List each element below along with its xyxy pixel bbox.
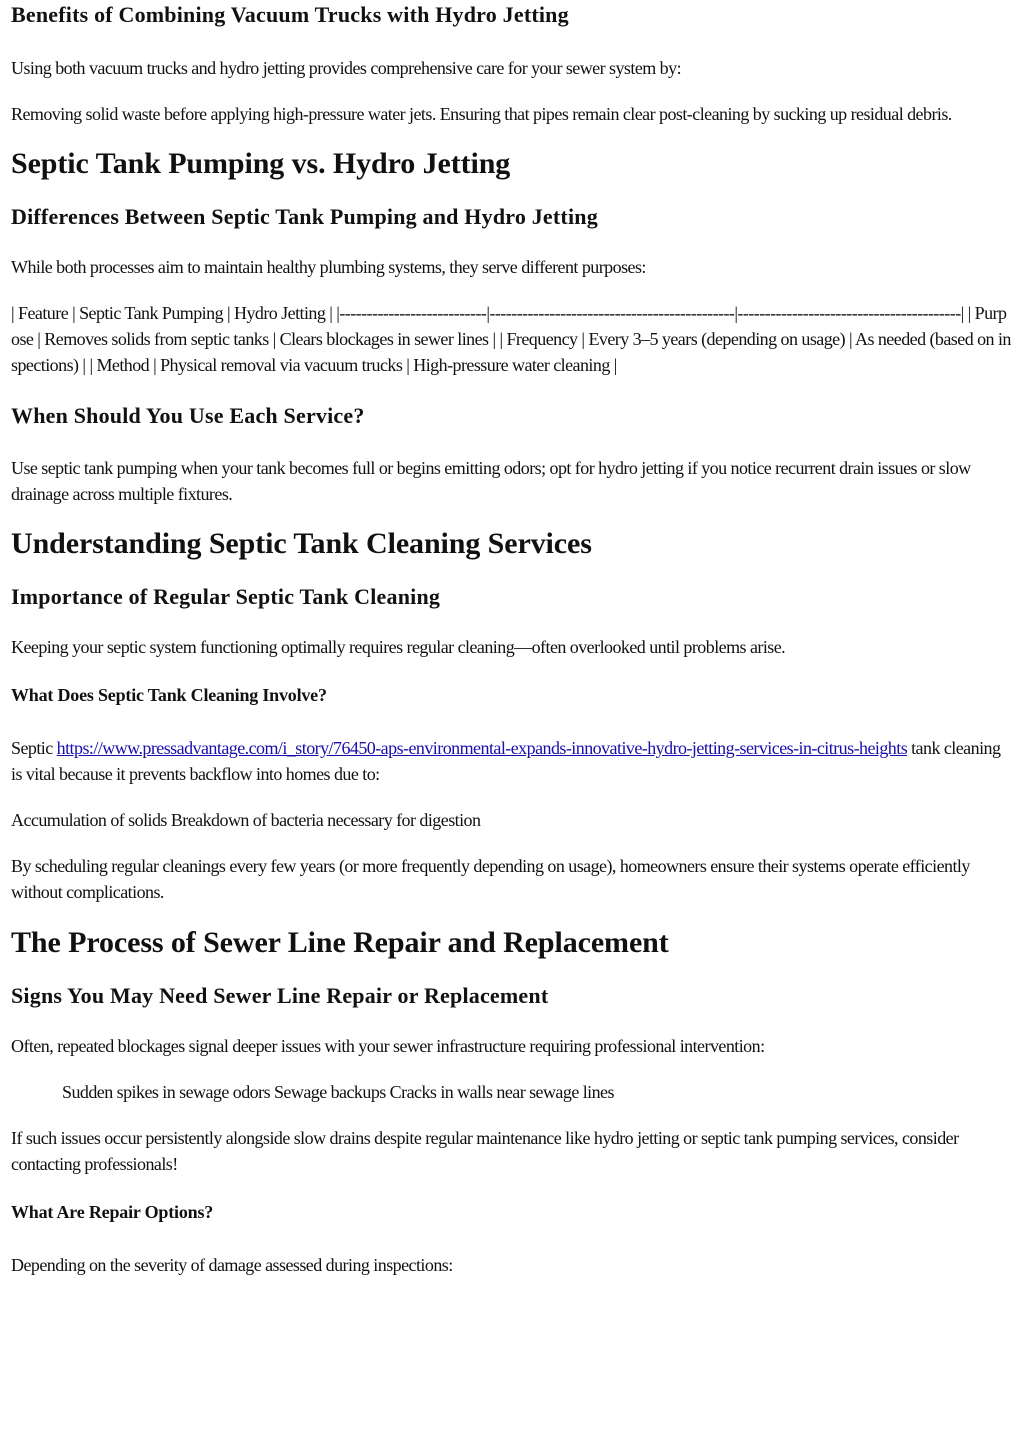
involve-paragraph xyxy=(11,735,1013,787)
importance-heading: Importance of Regular Septic Tank Cleaning xyxy=(11,584,441,609)
septic-vs-hydro-title: Septic Tank Pumping vs. Hydro Jetting xyxy=(11,147,511,180)
causes-text: Accumulation of solids Breakdown of bacteria necessary for digestion xyxy=(11,810,481,830)
document-page xyxy=(0,1,1024,1278)
involve-prefix: Septic xyxy=(11,738,53,758)
importance-text: Keeping your septic system functioning optimally requires regular cleaning—often overlooked until problems arise. xyxy=(11,637,786,657)
benefits-heading: Benefits of Combining Vacuum Trucks with Hydro Jetting xyxy=(11,2,569,27)
when-heading: When Should You Use Each Service? xyxy=(11,403,365,428)
when-text: Use septic tank pumping when your tank becomes full or begins emitting odors; opt for hydro jetting if you notice recurrent drain issues or slow drainage across multiple fixtures. xyxy=(11,458,971,504)
schedule-text: By scheduling regular cleanings every few years (or more frequently depending on usage), homeowners ensure their systems operate efficiently without complications. xyxy=(11,856,970,902)
comparison-table-text: | Feature | Septic Tank Pumping | Hydro Jetting | |---------------------------|---------------------------------------------|-----------------------------------------| | Purpose | Removes solids from septic tanks | Clears blockages in sewer lines | | Frequency | Every 3–5 years (depending on usage) | As needed (based on inspections) | | Method | Physical removal via vacuum trucks | High-pressure water cleaning | xyxy=(11,303,1011,375)
benefits-points: Removing solid waste before applying high-pressure water jets. Ensuring that pipes remain clear post-cleaning by sucking up residual debris. xyxy=(11,104,952,124)
involve-heading: What Does Septic Tank Cleaning Involve? xyxy=(11,685,327,705)
options-heading: What Are Repair Options? xyxy=(11,1202,214,1222)
differences-heading: Differences Between Septic Tank Pumping and Hydro Jetting xyxy=(11,204,598,229)
septic-cleaning-title: Understanding Septic Tank Cleaning Services xyxy=(11,527,592,560)
signs-intro: Often, repeated blockages signal deeper issues with your sewer infrastructure requiring professional intervention: xyxy=(11,1036,765,1056)
pressadvantage-link[interactable]: https://www.pressadvantage.com/i_story/76450-aps-environmental-expands-innovative-hydro-jetting-services-in-citrus-heights xyxy=(56,738,908,758)
signs-list: Sudden spikes in sewage odors Sewage backups Cracks in walls near sewage lines xyxy=(62,1082,614,1102)
options-intro: Depending on the severity of damage assessed during inspections: xyxy=(11,1255,453,1275)
signs-heading: Signs You May Need Sewer Line Repair or Replacement xyxy=(11,983,549,1008)
persist-text: If such issues occur persistently alongside slow drains despite regular maintenance like hydro jetting or septic tank pumping services, consider contacting professionals! xyxy=(11,1128,959,1174)
involve-suffix: tank cleaning is vital because it prevents backflow into homes due to: xyxy=(11,738,1001,784)
differences-intro: While both processes aim to maintain healthy plumbing systems, they serve different purposes: xyxy=(11,257,646,277)
benefits-intro: Using both vacuum trucks and hydro jetting provides comprehensive care for your sewer system by: xyxy=(11,58,682,78)
sewer-repair-title: The Process of Sewer Line Repair and Replacement xyxy=(11,926,669,959)
